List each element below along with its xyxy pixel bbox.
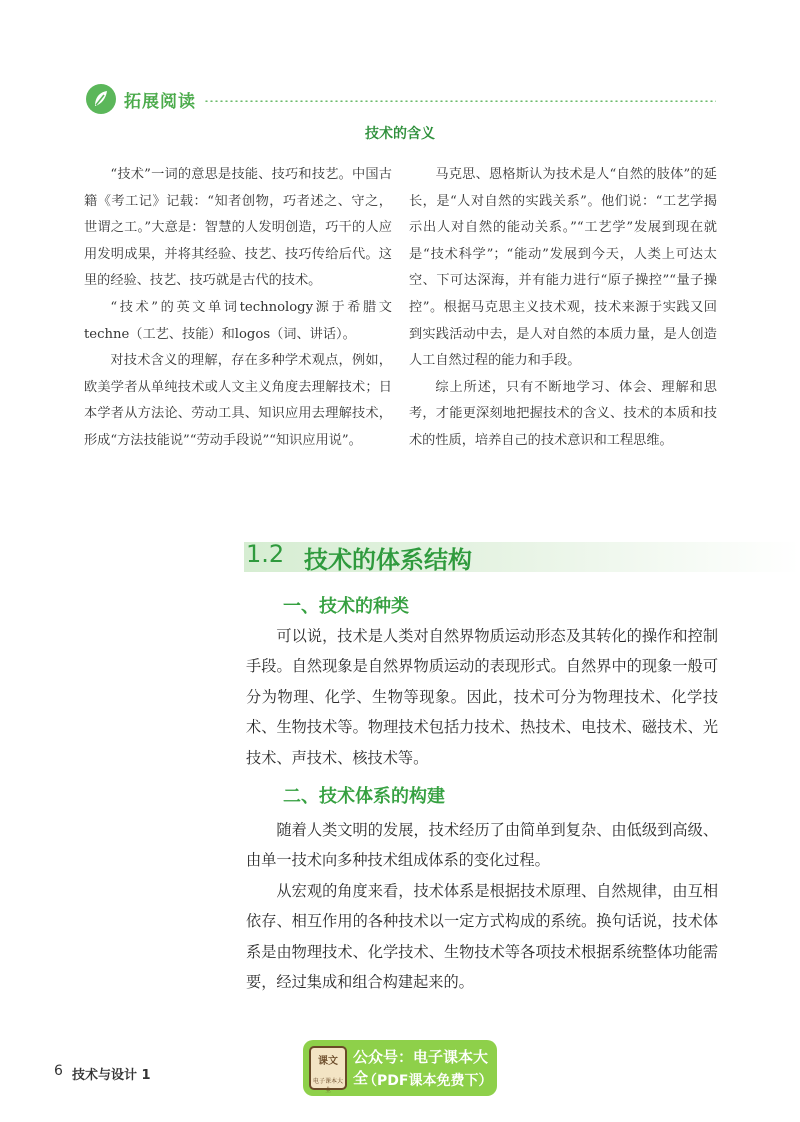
subheading-construction: 二、技术体系的构建 bbox=[283, 786, 445, 807]
section-heading bbox=[244, 538, 800, 578]
paragraph: 可以说，技术是人类对自然界物质运动形态及其转化的操作和控制手段。自然现象是自然界物质运动的表现形式。自然界中的现象一般可分为物理、化学、生物等现象。因此，技术可分为物理技术、化学技术、生物技术等。物理技术包括力技术、热技术、电技术、磁技术、光技术、声技术、核技术等。 bbox=[246, 627, 718, 767]
section-title: 技术的体系结构 bbox=[304, 546, 472, 574]
paragraph: 马克思、恩格斯认为技术是人“自然的肢体”的延长，是“人对自然的实践关系”。他们说：“工艺学揭示出人对自然的能动关系。”“工艺学”发展到现在就是“技术科学”；“能动”发展到今天，人类上可达太空、下可达深海，并有能力进行“原子操控”“量子操控”。根据马克思主义技术观，技术来源于实践又回到实践活动中去，是人对自然的本质力量，是人创造人工自然过程的能力和手段。 bbox=[409, 167, 717, 369]
paragraph: 从宏观的角度来看，技术体系是根据技术原理、自然规律，由互相依存、相互作用的各种技术以一定方式构成的系统。换句话说，技术体系是由物理技术、化学技术、生物技术等各项技术根据系统整体功能需要，经过集成和组合构建起来的。 bbox=[246, 881, 718, 992]
paragraph: 综上所述，只有不断地学习、体会、理解和思考，才能更深刻地把握技术的含义、技术的本质和技术的性质，培养自己的技术意识和工程思维。 bbox=[409, 379, 717, 448]
dotted-divider bbox=[204, 100, 716, 102]
book-icon bbox=[309, 1046, 347, 1094]
paragraph: “技术”的英文单词technology源于希腊文techne（工艺、技能）和logos（词、讲话）。 bbox=[84, 299, 392, 342]
reading-left-column bbox=[84, 162, 392, 455]
reading-header bbox=[86, 84, 716, 120]
paragraph: “技术”一词的意思是技能、技巧和技艺。中国古籍《考工记》记载：“知者创物，巧者述之、守之，世谓之工。”大意是：智慧的人发明创造，巧干的人应用发明成果，并将其经验、技艺、技巧传给后代。这里的经验、技艺、技巧就是古代的技术。 bbox=[84, 167, 392, 289]
watermark-line-2: （PDF课本免费下） bbox=[363, 1073, 493, 1089]
watermark-banner bbox=[303, 1040, 497, 1096]
reading-header-title: 拓展阅读 bbox=[124, 92, 196, 112]
book-icon-sublabel: 电子课本大全 bbox=[312, 1078, 343, 1094]
leaf-logo-icon bbox=[86, 84, 116, 114]
paragraph: 对技术含义的理解，存在多种学术观点，例如，欧美学者从单纯技术或人文主义角度去理解技术；日本学者从方法论、劳动工具、知识应用去理解技术，形成“方法技能说”“劳动手段说”“知识应用说”。 bbox=[84, 353, 392, 448]
section-body-types bbox=[246, 621, 718, 773]
section-body-construction bbox=[246, 815, 718, 997]
section-number: 1.2 bbox=[246, 540, 285, 568]
reading-subtitle: 技术的含义 bbox=[365, 126, 435, 142]
watermark-line-1: 公众号：电子课本大全 bbox=[353, 1048, 489, 1087]
subheading-types: 一、技术的种类 bbox=[283, 596, 409, 617]
book-title: 技术与设计 1 bbox=[72, 1068, 151, 1083]
book-icon-label: 课文 bbox=[318, 1056, 338, 1067]
reading-right-column bbox=[409, 162, 717, 455]
page-number: 6 bbox=[54, 1063, 63, 1079]
paragraph: 随着人类文明的发展，技术经历了由简单到复杂、由低级到高级、由单一技术向多种技术组成体系的变化过程。 bbox=[246, 821, 718, 870]
